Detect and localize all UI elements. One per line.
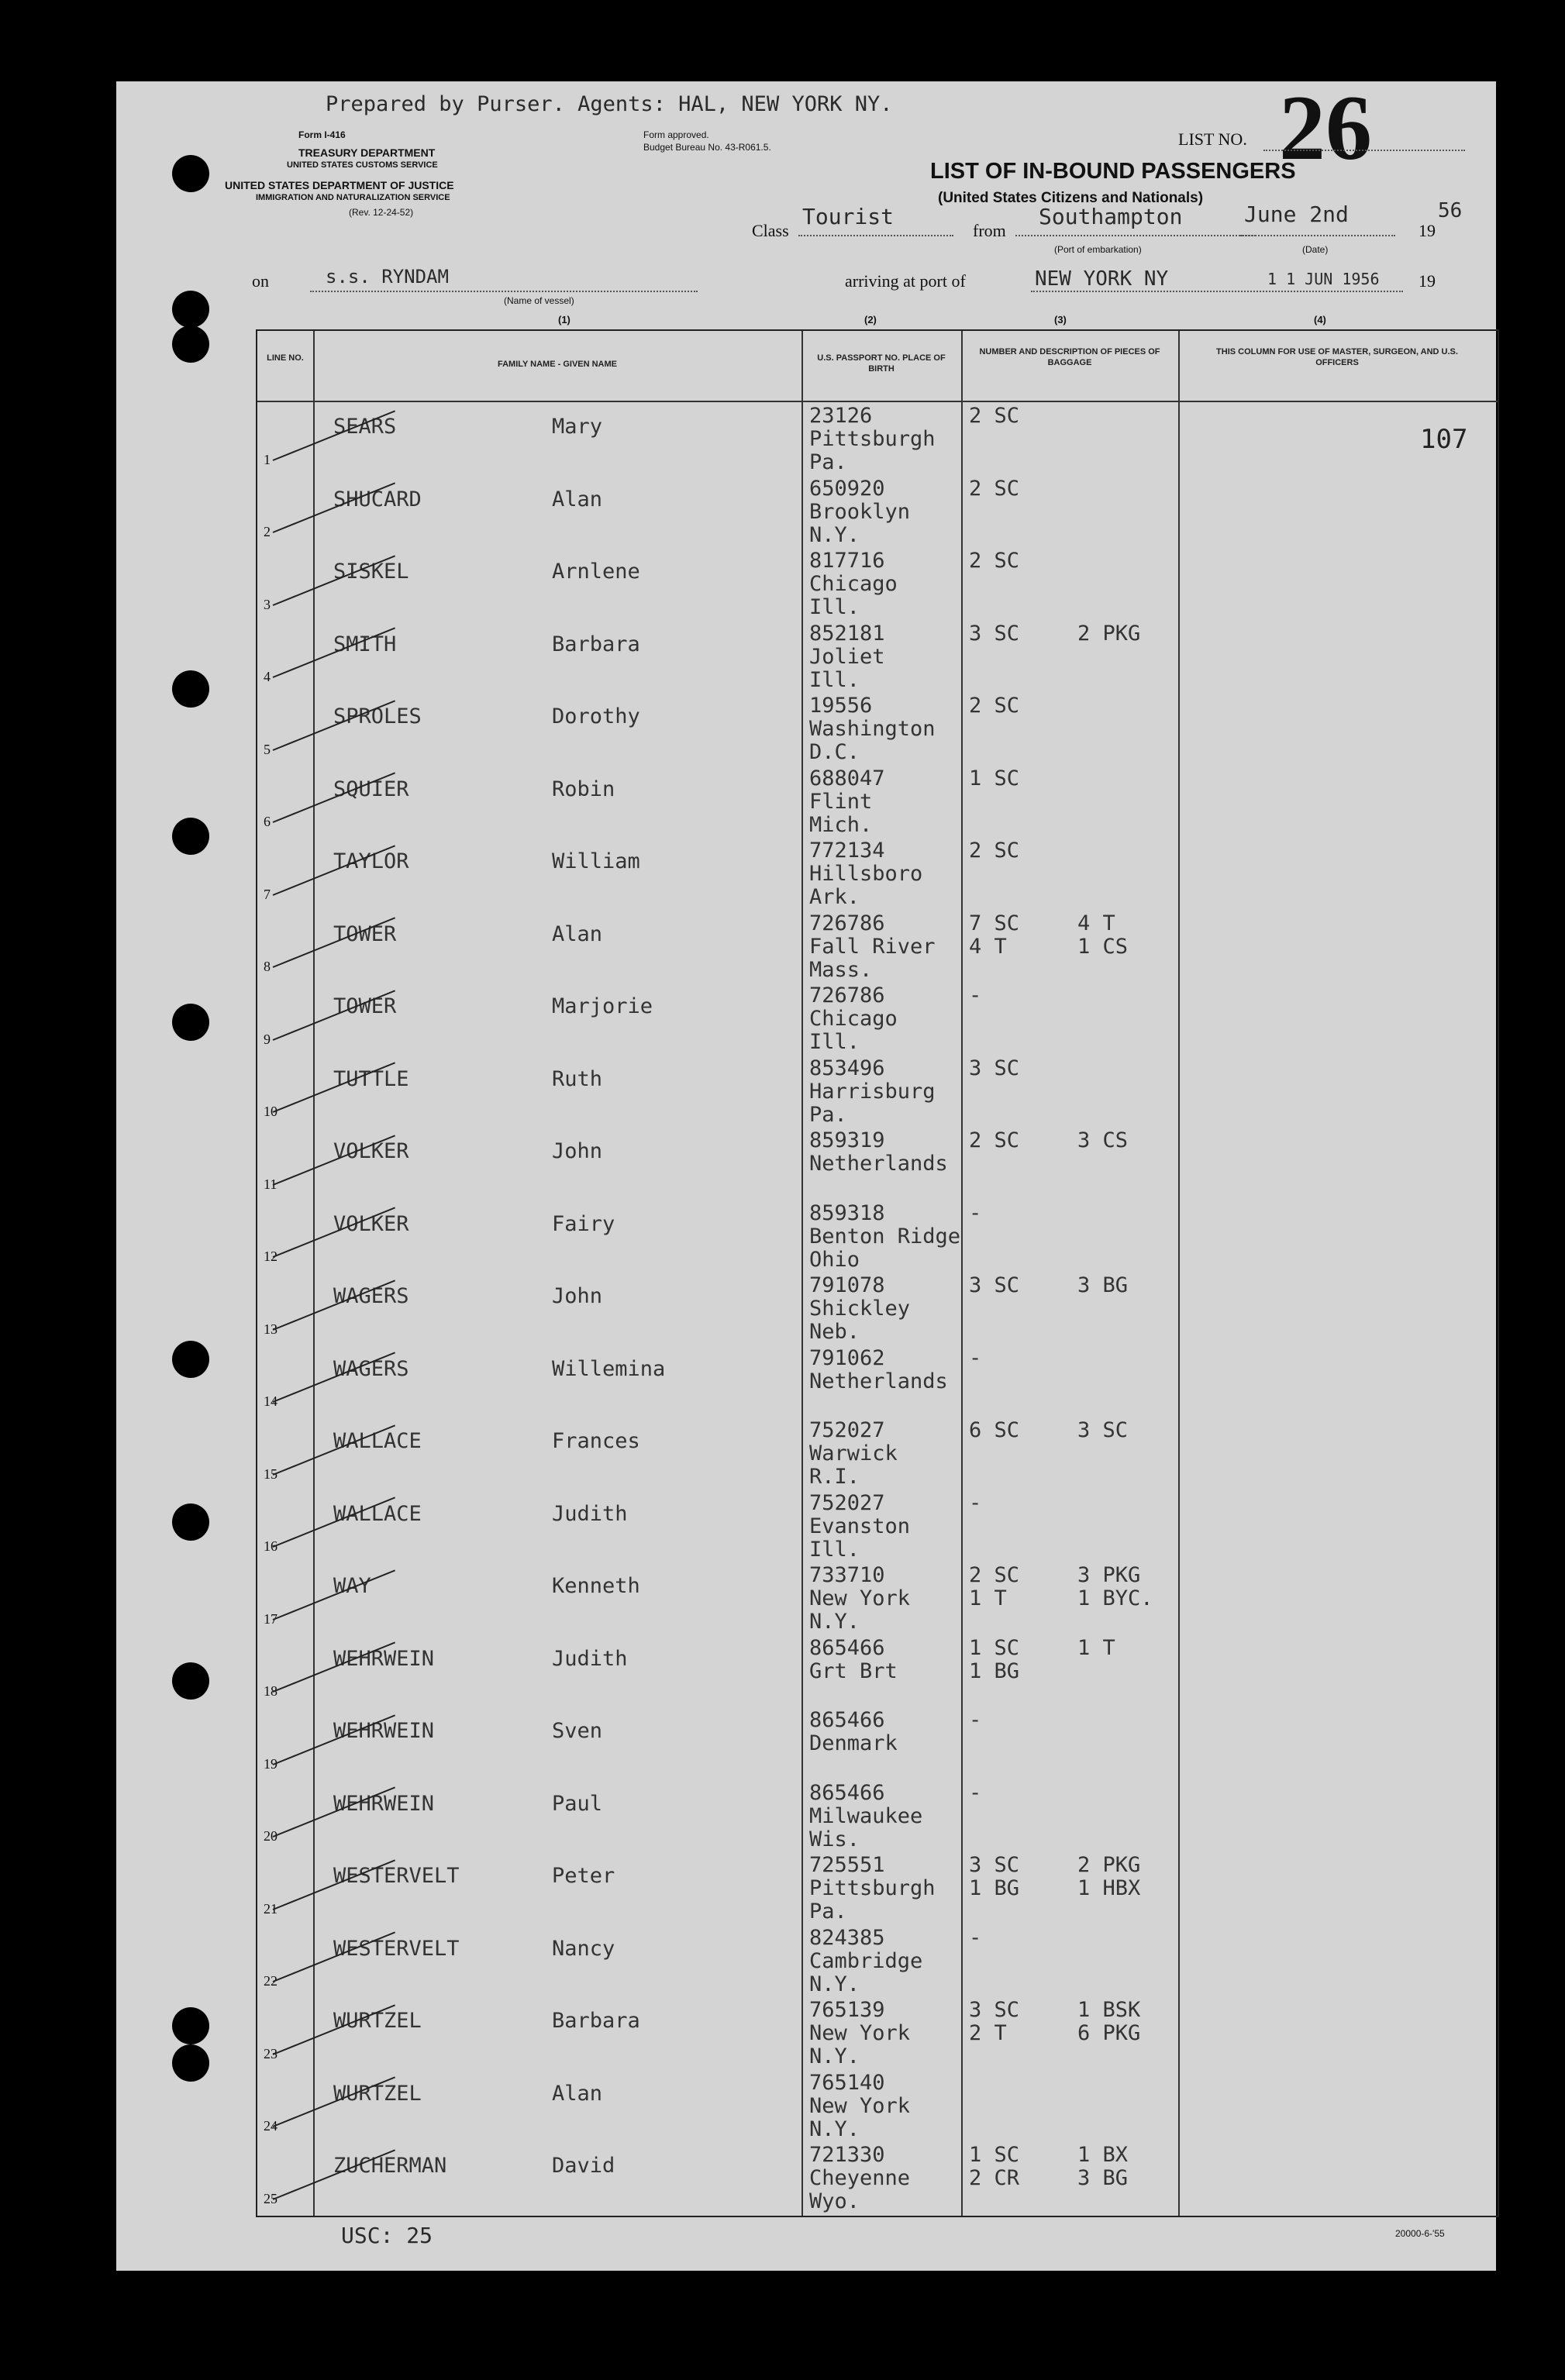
baggage-count-2b: 1 HBX <box>1077 1876 1141 1900</box>
given-name: Judith <box>552 1501 628 1526</box>
manifest-page <box>116 76 1496 2271</box>
footer-usc: USC: 25 <box>341 2223 433 2248</box>
place-of-birth-state: Ark. <box>809 885 860 909</box>
prepared-by: Prepared by Purser. Agents: HAL, NEW YORK NY. <box>326 92 893 116</box>
baggage-count-2: 4 T <box>1077 911 1115 935</box>
page-count: 107 <box>1420 424 1468 455</box>
baggage-count-2: 1 BSK <box>1077 1998 1141 2022</box>
table-row <box>257 837 1498 911</box>
treasury-dept: TREASURY DEPARTMENT <box>298 146 436 159</box>
col-officers: THIS COLUMN FOR USE OF MASTER, SURGEON, AND U.S. OFFICERS <box>1216 347 1458 367</box>
given-name: Willemina <box>552 1356 666 1381</box>
port-embark-label: (Port of embarkation) <box>1054 244 1142 255</box>
place-of-birth: Washington <box>809 717 936 741</box>
table-row <box>257 765 1498 839</box>
place-of-birth-state: Ill. <box>809 1537 860 1562</box>
given-name: Marjorie <box>552 994 653 1018</box>
place-of-birth: Joliet <box>809 644 885 669</box>
passport-number: 865466 <box>809 1708 885 1732</box>
arrival-date-stamp: 1 1 JUN 1956 <box>1267 270 1380 288</box>
ins-service: IMMIGRATION AND NATURALIZATION SERVICE <box>256 193 450 202</box>
baggage-count-2b: 1 CS <box>1077 934 1129 959</box>
line-number: 19 <box>264 1755 277 1772</box>
place-of-birth: New York <box>809 1586 911 1610</box>
family-name: VOLKER <box>333 1211 409 1236</box>
family-name: WAGERS <box>333 1284 409 1308</box>
line-number: 14 <box>264 1393 277 1409</box>
passport-number: 23126 <box>809 404 873 428</box>
given-name: Robin <box>552 777 615 801</box>
baggage-count-1b: 2 T <box>969 2021 1007 2045</box>
place-of-birth: Cheyenne <box>809 2166 911 2190</box>
table-row <box>257 547 1498 621</box>
given-name: Alan <box>552 2081 603 2106</box>
table-row <box>257 1127 1498 1200</box>
line-number: 16 <box>264 1538 277 1554</box>
passport-number: 865466 <box>809 1635 885 1660</box>
page-title: LIST OF IN-BOUND PASSENGERS <box>930 159 1296 184</box>
baggage-count-2: 3 CS <box>1077 1128 1129 1152</box>
passport-number: 859318 <box>809 1200 885 1225</box>
family-name: SEARS <box>333 415 397 439</box>
place-of-birth-state: N.Y. <box>809 2044 860 2068</box>
given-name: Dorothy <box>552 704 640 728</box>
place-of-birth: Grt Brt <box>809 1658 898 1683</box>
passenger-table <box>256 329 1499 2217</box>
table-row <box>257 402 1498 476</box>
place-of-birth: Netherlands <box>809 1369 948 1393</box>
footer-form-code: 20000-6-'55 <box>1395 2228 1445 2239</box>
line-number: 18 <box>264 1683 277 1699</box>
table-row <box>257 982 1498 1056</box>
family-name: SMITH <box>333 632 397 656</box>
col-num-3: (3) <box>1054 314 1067 325</box>
binder-hole <box>172 325 209 363</box>
place-of-birth-state: Pa. <box>809 450 847 474</box>
baggage-count-2b: 1 BYC. <box>1077 1586 1153 1610</box>
given-name: Barbara <box>552 632 640 656</box>
line-number: 9 <box>264 1031 271 1047</box>
table-row <box>257 620 1498 694</box>
line-number: 25 <box>264 2190 277 2206</box>
place-of-birth: New York <box>809 2021 911 2045</box>
table-row <box>257 1562 1498 1635</box>
line-number: 11 <box>264 1176 277 1192</box>
place-of-birth: Benton Ridge <box>809 1224 961 1249</box>
baggage-count-1b: 1 BG <box>969 1876 1020 1900</box>
baggage-count-1: - <box>969 1780 982 1805</box>
place-of-birth: Flint <box>809 789 873 814</box>
baggage-count-1: 3 SC <box>969 621 1020 646</box>
baggage-count-1: 2 SC <box>969 839 1020 863</box>
line-number: 17 <box>264 1610 277 1627</box>
place-of-birth: Chicago <box>809 1007 898 1031</box>
col-passport: U.S. PASSPORT NO. PLACE OF BIRTH <box>817 353 946 374</box>
line-number: 7 <box>264 886 271 902</box>
page-subtitle: (United States Citizens and Nationals) <box>938 190 1204 206</box>
given-name: Frances <box>552 1429 640 1453</box>
passport-number: 865466 <box>809 1780 885 1805</box>
passport-number: 824385 <box>809 1925 885 1950</box>
table-row <box>257 1490 1498 1563</box>
family-name: WESTERVELT <box>333 1864 460 1888</box>
line-number: 6 <box>264 814 271 829</box>
place-of-birth-state: N.Y. <box>809 2117 860 2141</box>
family-name: TAYLOR <box>333 849 409 873</box>
passport-number: 752027 <box>809 1418 885 1442</box>
binder-hole <box>172 2007 209 2044</box>
baggage-count-1: 3 SC <box>969 1056 1020 1080</box>
baggage-count-1: 3 SC <box>969 1853 1020 1877</box>
arrival-port: NEW YORK NY <box>1035 267 1169 291</box>
passport-number: 817716 <box>809 549 885 573</box>
baggage-count-1: 2 SC <box>969 1128 1020 1152</box>
family-name: WEHRWEIN <box>333 1719 435 1743</box>
given-name: John <box>552 1284 603 1308</box>
baggage-count-1: 1 SC <box>969 766 1020 790</box>
given-name: Paul <box>552 1791 603 1816</box>
family-name: SQUIER <box>333 777 409 801</box>
baggage-count-1: 7 SC <box>969 911 1020 935</box>
year-prefix-2: 19 <box>1418 271 1436 291</box>
baggage-count-2b: 6 PKG <box>1077 2021 1141 2045</box>
place-of-birth-state: Ill. <box>809 1030 860 1054</box>
baggage-count-1: - <box>969 1490 982 1515</box>
line-number: 20 <box>264 1828 277 1844</box>
family-name: VOLKER <box>333 1139 409 1163</box>
table-row <box>257 1055 1498 1128</box>
binder-hole <box>172 155 209 192</box>
given-name: Arnlene <box>552 560 640 584</box>
baggage-count-1b: 1 BG <box>969 1658 1020 1683</box>
family-name: TOWER <box>333 994 397 1018</box>
family-name: SPROLES <box>333 704 422 728</box>
baggage-count-1: 3 SC <box>969 1273 1020 1297</box>
place-of-birth-state: Neb. <box>809 1320 860 1344</box>
family-name: WEHRWEIN <box>333 1646 435 1671</box>
family-name: TUTTLE <box>333 1066 409 1091</box>
binder-hole <box>172 291 209 328</box>
place-of-birth-state: N.Y. <box>809 1972 860 1996</box>
line-number: 10 <box>264 1104 277 1119</box>
given-name: Peter <box>552 1864 615 1888</box>
table-row <box>257 1200 1498 1273</box>
family-name: WESTERVELT <box>333 1936 460 1961</box>
place-of-birth-state: Pa. <box>809 1102 847 1127</box>
given-name: Kenneth <box>552 1574 640 1598</box>
baggage-count-1: 2 SC <box>969 1563 1020 1587</box>
family-name: WAY <box>333 1574 371 1598</box>
given-name: Fairy <box>552 1211 615 1236</box>
place-of-birth: Pittsburgh <box>809 427 936 451</box>
line-number: 21 <box>264 1900 277 1917</box>
baggage-count-2: 2 PKG <box>1077 621 1141 646</box>
binder-hole <box>172 2044 209 2082</box>
baggage-count-1: 1 SC <box>969 1635 1020 1660</box>
on-label: on <box>252 271 269 291</box>
family-name: WAGERS <box>333 1356 409 1381</box>
place-of-birth-state: D.C. <box>809 740 860 764</box>
table-row <box>257 2069 1498 2143</box>
baggage-count-1b: 1 T <box>969 1586 1007 1610</box>
passport-number: 19556 <box>809 694 873 718</box>
class-label: Class <box>752 221 789 240</box>
place-of-birth: Fall River <box>809 934 936 959</box>
table-row <box>257 2141 1498 2215</box>
date-label: (Date) <box>1302 244 1329 255</box>
place-of-birth: Warwick <box>809 1441 898 1466</box>
col-line-no: LINE NO. <box>267 353 304 363</box>
form-number: Form I-416 <box>298 129 346 140</box>
family-name: SISKEL <box>333 560 409 584</box>
passport-number: 726786 <box>809 983 885 1007</box>
line-number: 1 <box>264 451 271 467</box>
passport-number: 765140 <box>809 2070 885 2095</box>
given-name: Barbara <box>552 2009 640 2033</box>
place-of-birth: Chicago <box>809 572 898 596</box>
given-name: Sven <box>552 1719 603 1743</box>
place-of-birth-state: R.I. <box>809 1465 860 1489</box>
baggage-count-1: - <box>969 1345 982 1370</box>
passport-number: 752027 <box>809 1490 885 1515</box>
baggage-count-1: - <box>969 1925 982 1950</box>
family-name: WEHRWEIN <box>333 1791 435 1816</box>
year-prefix: 19 <box>1418 221 1436 240</box>
line-number: 12 <box>264 1249 277 1264</box>
binder-hole <box>172 818 209 855</box>
table-row <box>257 1996 1498 2070</box>
col-name: FAMILY NAME - GIVEN NAME <box>497 360 618 369</box>
binder-hole <box>172 1004 209 1041</box>
line-number: 13 <box>264 1321 277 1337</box>
place-of-birth-state: Mass. <box>809 957 873 982</box>
given-name: William <box>552 849 640 873</box>
table-row <box>257 1345 1498 1418</box>
from-label: from <box>973 221 1006 240</box>
baggage-count-1: 2 SC <box>969 404 1020 428</box>
passport-number: 725551 <box>809 1853 885 1877</box>
binder-hole <box>172 1341 209 1378</box>
baggage-count-1: - <box>969 1200 982 1225</box>
passport-number: 765139 <box>809 1998 885 2022</box>
baggage-count-1: 2 SC <box>969 549 1020 573</box>
list-number: 26 <box>1279 76 1372 179</box>
family-name: ZUCHERMAN <box>333 2154 447 2178</box>
table-row <box>257 692 1498 766</box>
place-of-birth: Harrisburg <box>809 1079 936 1104</box>
line-number: 2 <box>264 524 271 539</box>
place-of-birth-state: Pa. <box>809 1900 847 1924</box>
passport-number: 791062 <box>809 1345 885 1370</box>
baggage-count-1: 2 SC <box>969 694 1020 718</box>
baggage-count-2: 1 BX <box>1077 2143 1129 2167</box>
place-of-birth: Denmark <box>809 1731 898 1755</box>
place-of-birth-state: Wyo. <box>809 2189 860 2213</box>
vessel-label: (Name of vessel) <box>504 295 574 306</box>
passport-number: 852181 <box>809 621 885 646</box>
table-row <box>257 1707 1498 1780</box>
place-of-birth: New York <box>809 2093 911 2118</box>
given-name: Alan <box>552 921 603 946</box>
given-name: John <box>552 1139 603 1163</box>
baggage-count-1: - <box>969 983 982 1007</box>
place-of-birth: Milwaukee <box>809 1803 923 1828</box>
line-number: 5 <box>264 741 271 757</box>
table-row <box>257 1417 1498 1490</box>
passport-number: 726786 <box>809 911 885 935</box>
place-of-birth-state: Wis. <box>809 1827 860 1851</box>
baggage-count-2: 3 PKG <box>1077 1563 1141 1587</box>
family-name: SHUCARD <box>333 487 422 511</box>
given-name: Alan <box>552 487 603 511</box>
table-row <box>257 910 1498 983</box>
line-number: 4 <box>264 669 271 684</box>
place-of-birth: Evanston <box>809 1514 911 1538</box>
line-number: 3 <box>264 596 271 612</box>
place-of-birth: Cambridge <box>809 1948 923 1973</box>
place-of-birth: Pittsburgh <box>809 1876 936 1900</box>
col-baggage: NUMBER AND DESCRIPTION OF PIECES OF BAGGAGE <box>979 347 1160 367</box>
given-name: Nancy <box>552 1936 615 1961</box>
year-value: 56 <box>1438 199 1463 222</box>
col-num-4: (4) <box>1314 314 1326 325</box>
table-row <box>257 1779 1498 1853</box>
place-of-birth-state: Ill. <box>809 595 860 619</box>
revision: (Rev. 12-24-52) <box>349 207 414 218</box>
family-name: WALLACE <box>333 1501 422 1526</box>
baggage-count-2: 3 BG <box>1077 1273 1129 1297</box>
table-row <box>257 1851 1498 1925</box>
baggage-count-2: 1 T <box>1077 1635 1115 1660</box>
line-number: 23 <box>264 2045 277 2061</box>
line-number: 24 <box>264 2118 277 2134</box>
passport-number: 733710 <box>809 1563 885 1587</box>
list-no-label: LIST NO. <box>1178 129 1247 149</box>
col-num-2: (2) <box>864 314 877 325</box>
from-value: Southampton <box>1039 204 1183 229</box>
given-name: Judith <box>552 1646 628 1671</box>
baggage-count-1: 6 SC <box>969 1418 1020 1442</box>
place-of-birth: Netherlands <box>809 1152 948 1176</box>
place-of-birth-state: N.Y. <box>809 522 860 547</box>
given-name: David <box>552 2154 615 2178</box>
family-name: WURTZEL <box>333 2009 422 2033</box>
line-number: 22 <box>264 1973 277 1989</box>
table-row <box>257 475 1498 549</box>
passport-number: 721330 <box>809 2143 885 2167</box>
place-of-birth-state: Mich. <box>809 812 873 837</box>
family-name: WALLACE <box>333 1429 422 1453</box>
binder-hole <box>172 670 209 708</box>
given-name: Mary <box>552 415 603 439</box>
binder-hole <box>172 1503 209 1541</box>
place-of-birth-state: N.Y. <box>809 1610 860 1634</box>
col-num-1: (1) <box>558 314 571 325</box>
passport-number: 688047 <box>809 766 885 790</box>
passport-number: 853496 <box>809 1056 885 1080</box>
budget-bureau: Budget Bureau No. 43-R061.5. <box>643 142 771 153</box>
place-of-birth: Brooklyn <box>809 499 911 524</box>
baggage-count-2: 3 SC <box>1077 1418 1129 1442</box>
line-number: 15 <box>264 1466 277 1482</box>
baggage-count-2b: 3 BG <box>1077 2166 1129 2190</box>
table-row <box>257 1272 1498 1345</box>
family-name: WURTZEL <box>333 2081 422 2106</box>
family-name: TOWER <box>333 921 397 946</box>
passport-number: 772134 <box>809 839 885 863</box>
baggage-count-1: - <box>969 1708 982 1732</box>
place-of-birth: Shickley <box>809 1297 911 1321</box>
place-of-birth-state: Ohio <box>809 1247 860 1272</box>
baggage-count-1b: 4 T <box>969 934 1007 959</box>
table-row <box>257 1634 1498 1708</box>
passport-number: 791078 <box>809 1273 885 1297</box>
baggage-count-1: 3 SC <box>969 1998 1020 2022</box>
given-name: Ruth <box>552 1066 603 1091</box>
justice-dept: UNITED STATES DEPARTMENT OF JUSTICE <box>225 179 454 191</box>
class-value: Tourist <box>802 204 895 229</box>
form-approved: Form approved. <box>643 129 709 140</box>
line-number: 8 <box>264 959 271 974</box>
baggage-count-1b: 2 CR <box>969 2166 1020 2190</box>
vessel-name: s.s. RYNDAM <box>326 266 449 288</box>
place-of-birth-state: Ill. <box>809 667 860 692</box>
baggage-count-2: 2 PKG <box>1077 1853 1141 1877</box>
arriving-label: arriving at port of <box>845 271 966 291</box>
customs-service: UNITED STATES CUSTOMS SERVICE <box>287 160 438 170</box>
passport-number: 859319 <box>809 1128 885 1152</box>
passport-number: 650920 <box>809 476 885 501</box>
baggage-count-1: 2 SC <box>969 476 1020 501</box>
place-of-birth: Hillsboro <box>809 862 923 886</box>
baggage-count-1: 1 SC <box>969 2143 1020 2167</box>
table-row <box>257 1924 1498 1998</box>
binder-hole <box>172 1662 209 1700</box>
date-value: June 2nd <box>1244 201 1349 227</box>
